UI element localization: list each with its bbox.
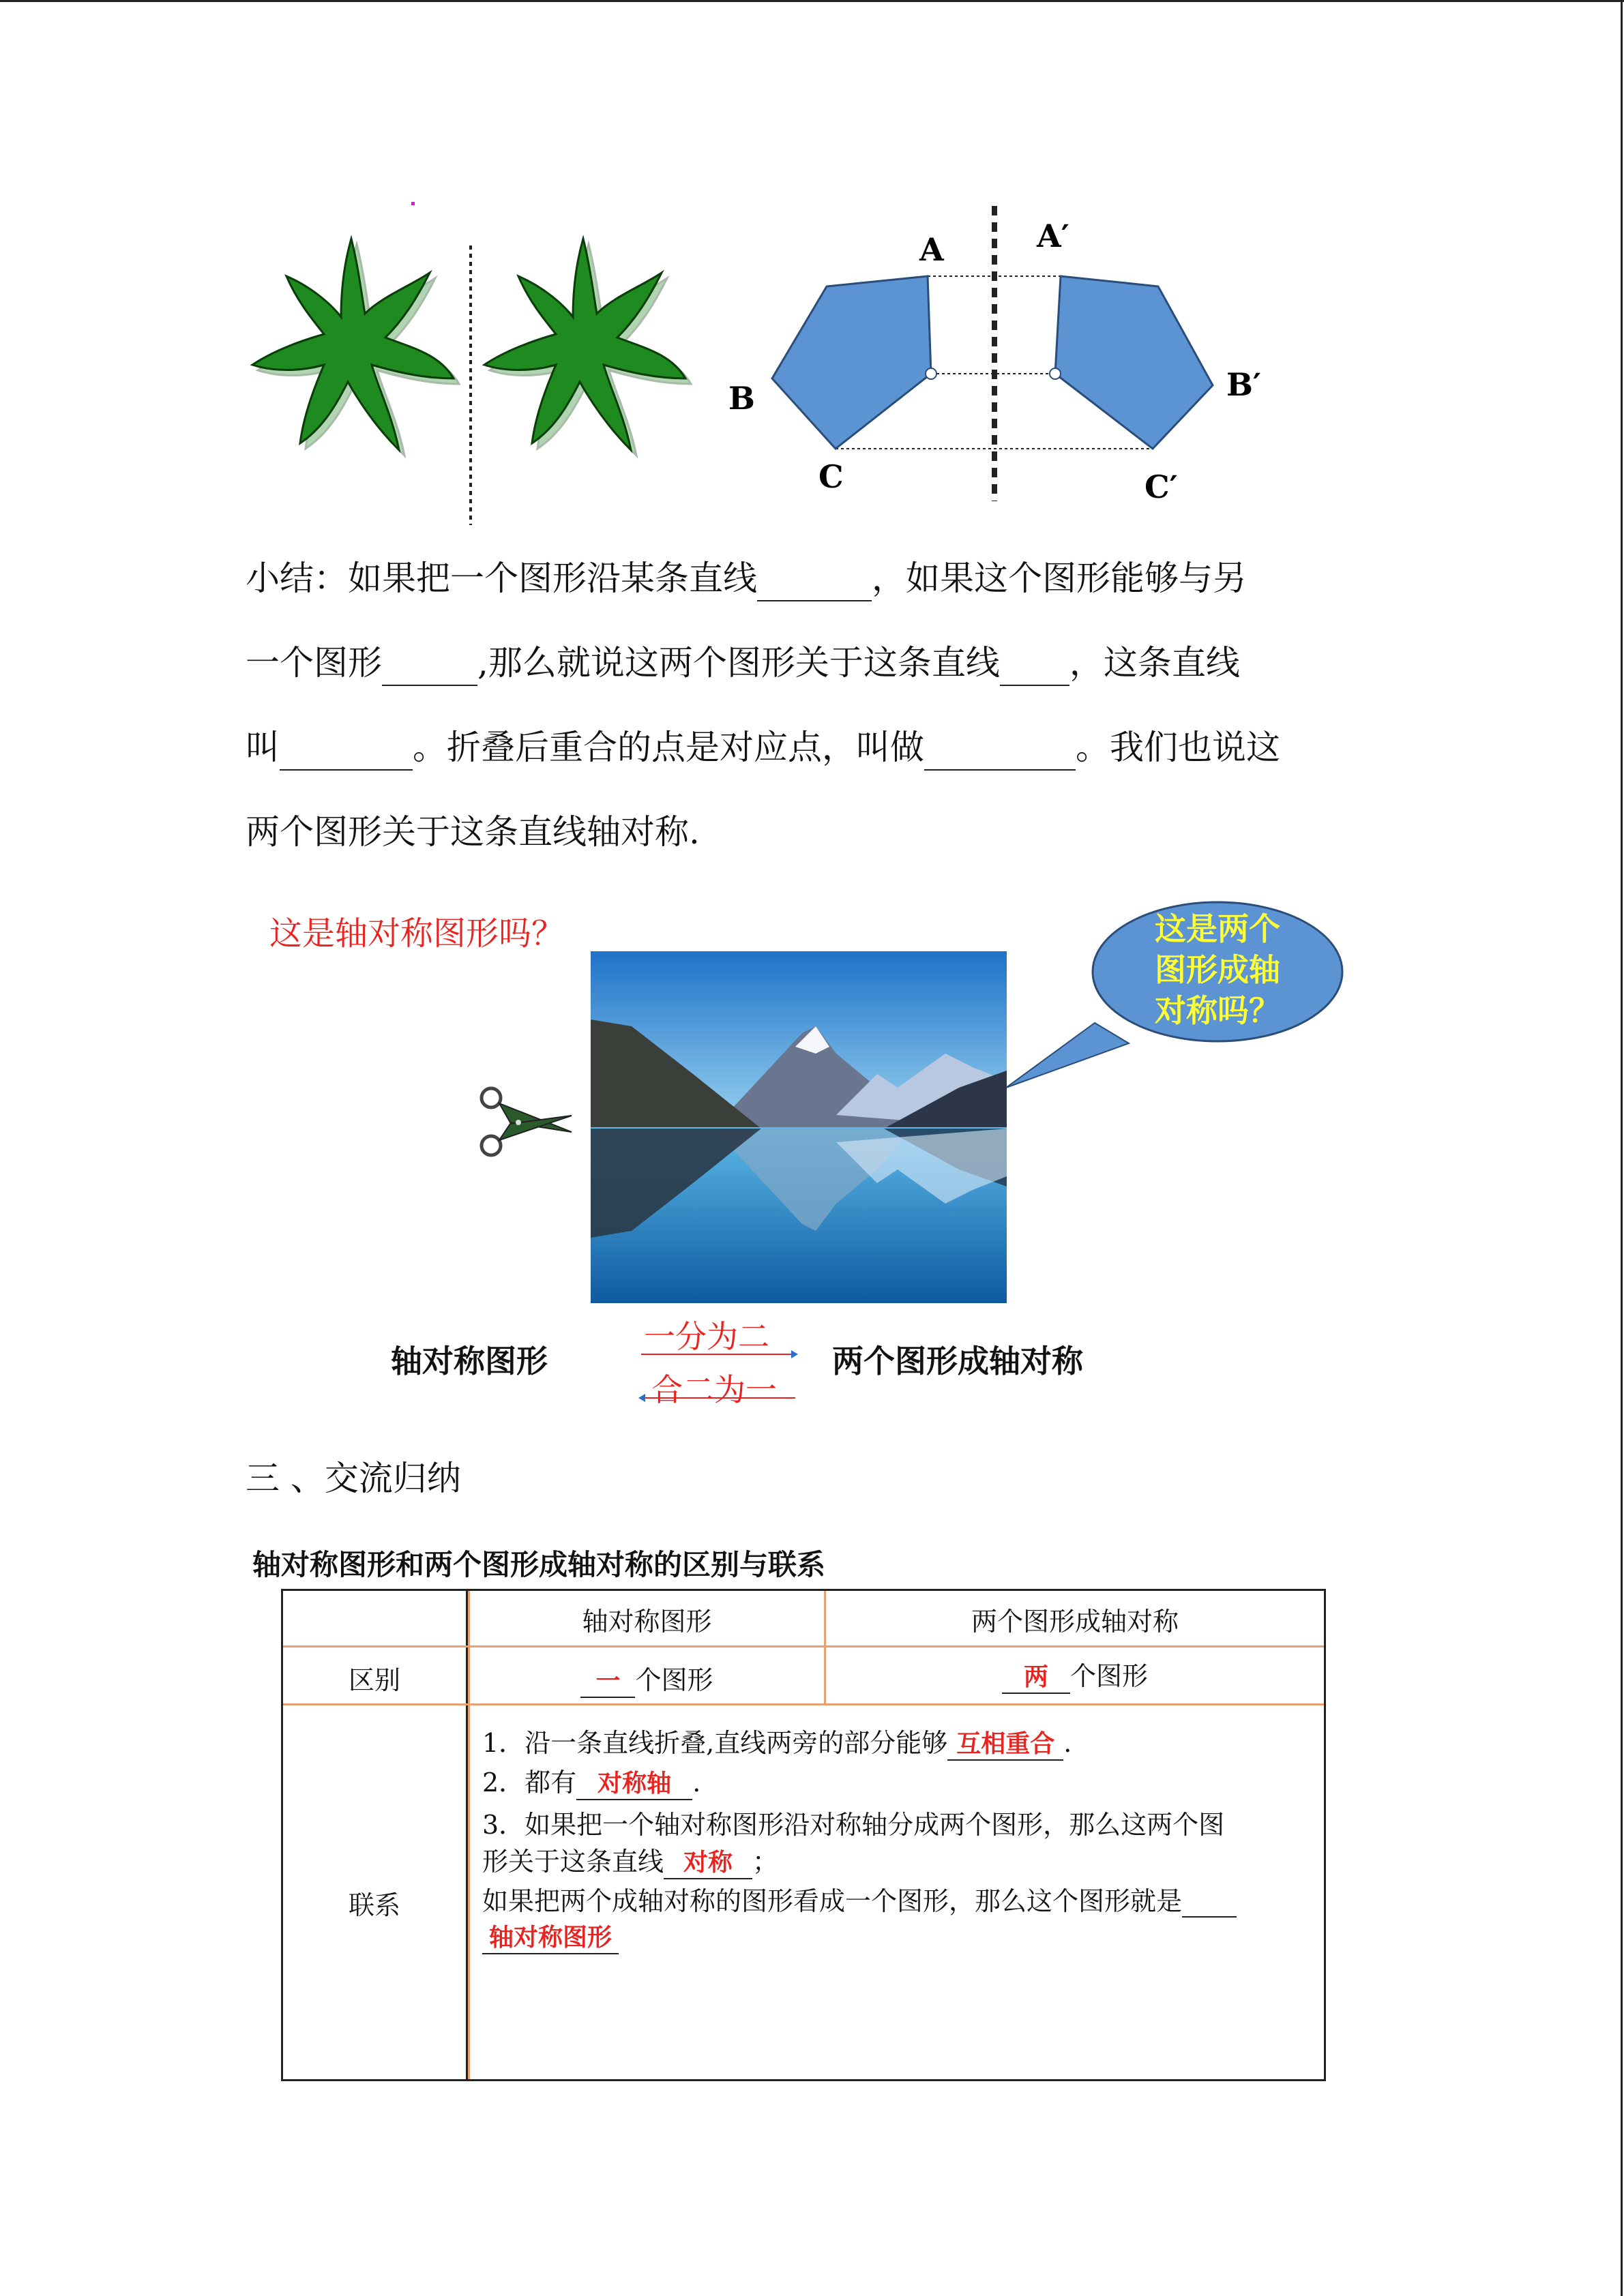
page-right-border [1621,0,1623,2296]
row-label-connection: 联系 [348,1890,400,1920]
connection-item-1: 1．沿一条直线折叠,直线两旁的部分能够 互相重合 . [482,1722,1072,1761]
scissors-icon [476,1083,578,1161]
connection-item-3-line1: 3．如果把一个轴对称图形沿对称轴分成两个图形，那么这两个图 [482,1810,1225,1840]
pentagon-figure [716,198,1303,518]
label-C: C [818,458,844,495]
pentagon-right [1055,276,1213,449]
connection-item-3-line2: 形关于这条直线 对称 ； [482,1840,778,1879]
arrow-right-icon [641,1347,798,1361]
row1-col2: 两 个图形 [826,1655,1324,1694]
row1-col1: 一 个图形 [470,1659,824,1698]
arrow-label-bottom: 合二为一 [651,1371,777,1408]
summary-line-1: 小结：如果把一个图形沿某条直线 ，如果这个图形能够与另 [246,556,1391,601]
connection-item-4-line1: 如果把两个成轴对称的图形看成一个图形，那么这个图形就是 [482,1880,1237,1918]
header-col1: 轴对称图形 [582,1607,712,1637]
summary-line-2: 一个图形 ,那么就说这两个图形关于这条直线 ，这条直线 [246,641,1391,686]
decor-dot [411,202,415,205]
label-axis-symmetric-figure: 轴对称图形 [391,1343,548,1380]
arrow-label-top: 一分为二 [644,1318,769,1355]
leaves-figure [246,191,709,532]
pentagon-left [772,276,931,449]
connection-item-4-fill: 轴对称图形 [482,1918,619,1954]
label-C-prime: C′ [1145,468,1178,505]
leaf-left [252,239,459,456]
label-B: B [728,380,755,417]
summary-line-3: 叫 。折叠后重合的点是对应点，叫做 。我们也说这 [246,726,1391,771]
label-two-figures-symmetric: 两个图形成轴对称 [832,1343,1083,1380]
mountain-lake-photo [591,951,1007,1303]
leaf-right [484,239,691,456]
comparison-table [281,1589,1326,2081]
section-heading: 三 、交流归纳 [246,1459,461,1498]
arrow-left-icon [638,1391,795,1405]
header-col2: 两个图形成轴对称 [971,1607,1179,1637]
connection-item-2: 2．都有 对称轴 . [482,1761,700,1800]
label-A-prime: A′ [1037,218,1069,254]
bubble-text: 这是两个 图形成轴 对称吗？ [1155,910,1280,1029]
summary-line-4: 两个图形关于这条直线轴对称. [246,812,700,852]
question-left: 这是轴对称图形吗？ [269,914,565,953]
row-label-difference: 区别 [348,1665,400,1695]
page-top-border [0,0,1624,2]
table-title: 轴对称图形和两个图形成轴对称的区别与联系 [252,1548,826,1581]
label-A: A [919,231,944,268]
label-B-prime: B′ [1226,366,1262,403]
